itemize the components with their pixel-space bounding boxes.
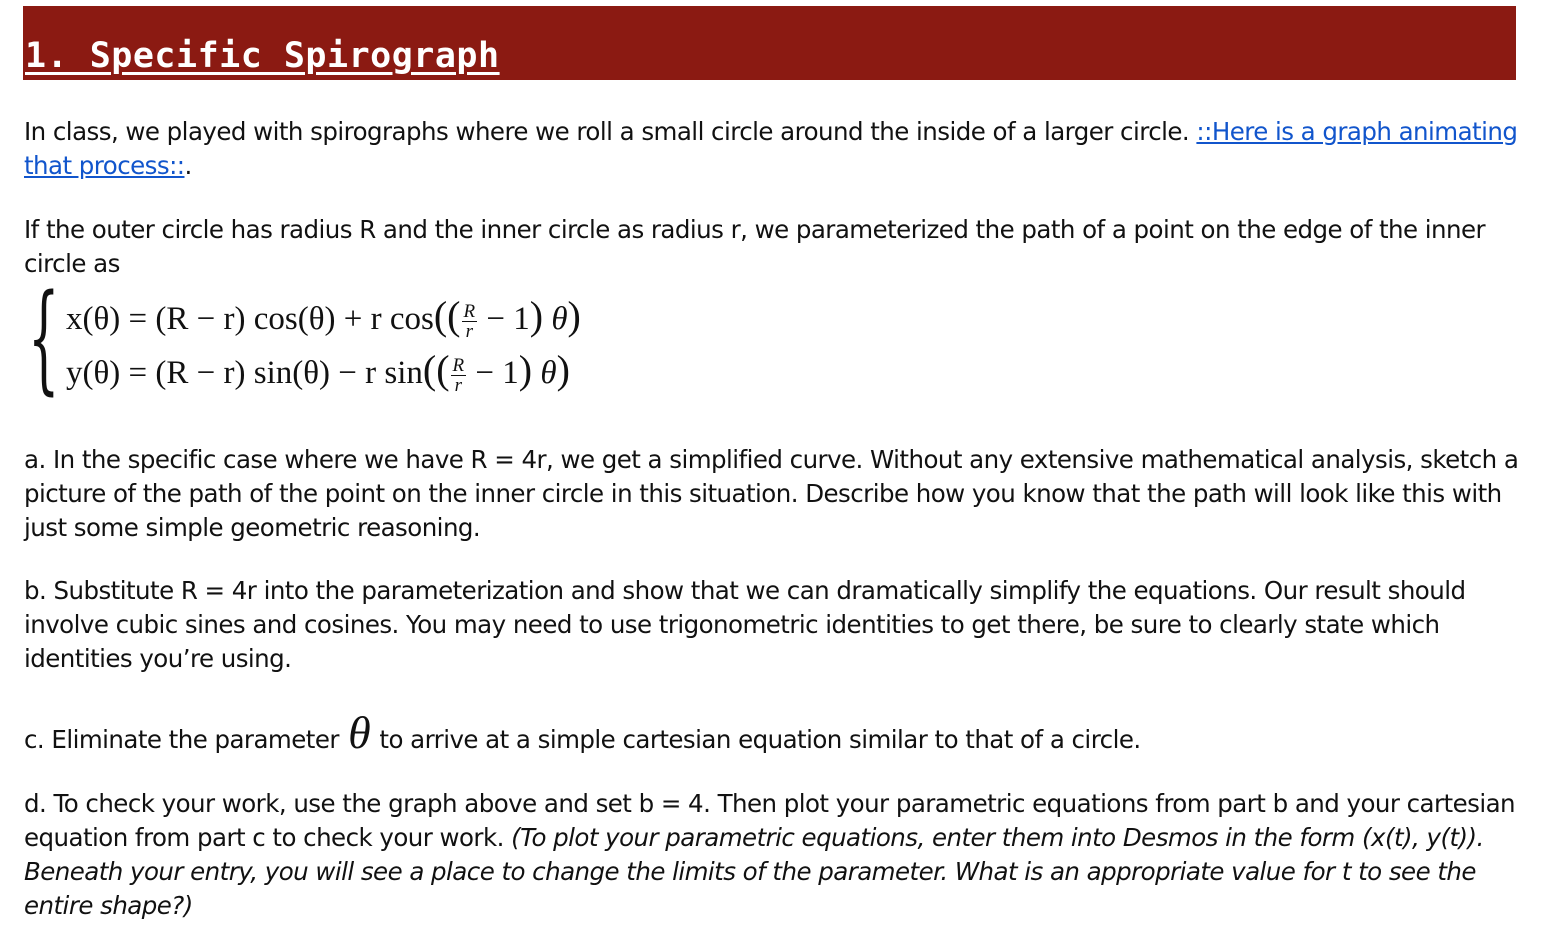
intro-text: In class, we played with spirographs where we roll a small circle around the inside of a larger circle. bbox=[24, 117, 1197, 146]
part-c-paragraph: c. Eliminate the parameter θ to arrive at a simple cartesian equation similar to that of a circle. bbox=[24, 707, 1141, 758]
y-equation-lhs: y(θ) = (R − r) sin(θ) − r sin bbox=[66, 355, 423, 391]
parametric-equations bbox=[24, 268, 784, 408]
part-a-paragraph: a. In the specific case where we have R = 4r, we get a simplified curve. Without any extensive mathematical analysis, sketch a picture of the path of the point on the inner circle in this situation. Describe how you know that the path will look like this with just some simple geometric reasoning. bbox=[24, 445, 1519, 542]
intro-period: . bbox=[184, 151, 192, 180]
setup-paragraph: If the outer circle has radius R and the inner circle as radius r, we parameterized the path of a point on the edge of the inner circle as bbox=[24, 215, 1486, 278]
theta-symbol: θ bbox=[348, 707, 371, 758]
y-equation: y(θ) = (R − r) sin(θ) − r sin(( $\frac{R}{r}$ − 1) θ) bbox=[66, 347, 570, 396]
x-equation-lhs: x(θ) = (R − r) cos(θ) + r cos bbox=[66, 301, 434, 337]
x-fraction: $\frac{R}{r}$ bbox=[463, 300, 476, 342]
part-b-paragraph: b. Substitute R = 4r into the parameterization and show that we can dramatically simplify the equations. Our result should involve cubic sines and cosines. You may need to use trigonometric identities to get there, be sure to clearly state which identities you’re using. bbox=[24, 576, 1466, 673]
part-d-paragraph: d. To check your work, use the graph above and set b = 4. Then plot your parametric equations from part b and your cartesian equation from part c to check your work. (To plot your parametric equations, enter them into Desmos in the form (x(t), y(t)). Beneath your entry, you will see a place to change the limits of the parameter. What is an appropriate value for t to see the entire shape?) bbox=[24, 789, 1516, 920]
section-header bbox=[23, 6, 1516, 80]
x-equation: x(θ) = (R − r) cos(θ) + r cos(( $\frac{R}{r}$ − 1) θ) bbox=[66, 293, 581, 342]
animation-graph-link[interactable]: ::Here is a graph animating that process:: bbox=[24, 117, 1518, 180]
y-fraction: $\frac{R}{r}$ bbox=[452, 354, 465, 396]
section-title: 1. Specific Spirograph bbox=[25, 36, 500, 76]
system-brace: { bbox=[28, 268, 60, 406]
intro-paragraph bbox=[24, 115, 1524, 183]
part-d-italic-note: (To plot your parametric equations, enter them into Desmos in the form (x(t), y(t)). Beneath your entry, you will see a place to change the limits of the parameter. What is an appropriate value for t to see the entire shape?) bbox=[24, 823, 1484, 920]
